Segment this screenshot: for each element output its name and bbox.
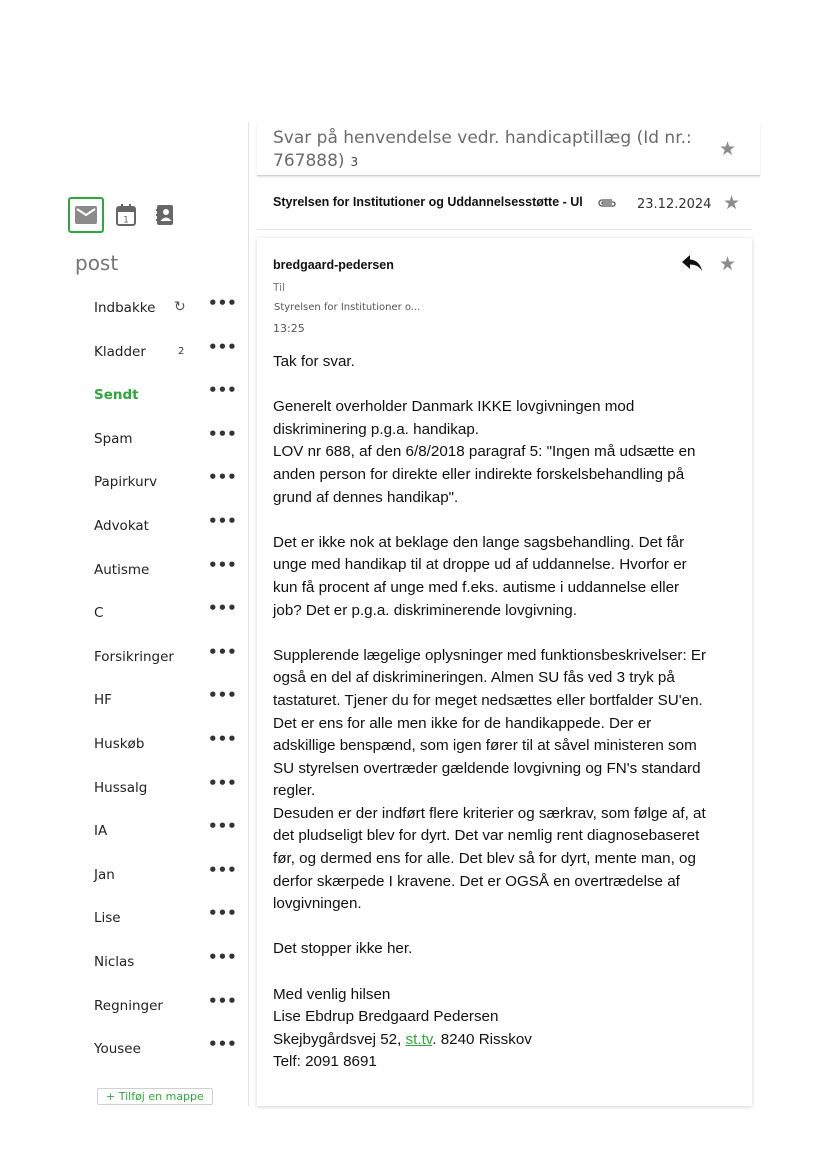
collapsed-message-date: 23.12.2024 bbox=[637, 197, 712, 212]
folder-item[interactable] bbox=[94, 861, 237, 887]
folder-item[interactable] bbox=[94, 817, 237, 843]
folder-label: Papirkurv bbox=[94, 474, 158, 490]
body-line: også en del af diskrimineringen. Almen SU fås ved 3 tryk på bbox=[273, 669, 675, 687]
contacts-app-button[interactable] bbox=[149, 199, 181, 231]
subject-text: Svar på henvendelse vedr. handicaptillæg (Id nr.: 767888) bbox=[273, 128, 692, 171]
section-title: post bbox=[75, 251, 119, 275]
body-line: Generelt overholder Danmark IKKE lovgivningen mod bbox=[273, 398, 635, 416]
folder-more-icon[interactable]: ••• bbox=[208, 599, 237, 617]
folder-label: Yousee bbox=[94, 1041, 141, 1057]
folder-more-icon[interactable]: ••• bbox=[208, 992, 237, 1010]
address-text: Skejbygårdsvej 52, bbox=[273, 1030, 406, 1048]
folder-more-icon[interactable]: ••• bbox=[208, 425, 237, 443]
attachment-icon bbox=[597, 196, 617, 212]
folder-more-icon[interactable]: ••• bbox=[208, 643, 237, 661]
folder-item[interactable] bbox=[94, 556, 237, 582]
body-line: Tak for svar. bbox=[273, 353, 355, 370]
message-time: 13:25 bbox=[273, 322, 305, 335]
body-line: Det stopper ikke her. bbox=[273, 940, 413, 958]
folder-more-icon[interactable]: ••• bbox=[208, 381, 237, 399]
body-line: tastaturet. Tjener du for meget nedsættes eller bortfalder SU'en. bbox=[273, 691, 703, 709]
folder-more-icon[interactable]: ••• bbox=[208, 861, 237, 879]
folder-label: Jan bbox=[94, 867, 115, 883]
folder-label: Sendt bbox=[94, 387, 139, 403]
collapsed-message-sender[interactable]: Styrelsen for Institutioner og Uddannelsesstøtte - Ul bbox=[273, 195, 583, 209]
folder-item[interactable] bbox=[94, 904, 237, 930]
folder-item[interactable] bbox=[94, 643, 237, 669]
folder-more-icon[interactable]: ••• bbox=[208, 468, 237, 486]
body-line: Det er ikke nok at beklage den lange sagsbehandling. Det får bbox=[273, 533, 685, 551]
recipient-label: Til bbox=[273, 282, 285, 294]
mail-app-button[interactable] bbox=[68, 197, 104, 233]
body-line: job? Det er p.g.a. diskriminerende lovgivning. bbox=[273, 601, 577, 619]
message-body bbox=[273, 351, 743, 1074]
body-line: unge med handikap til at droppe ud af uddannelse. Hvorfor er bbox=[273, 556, 687, 574]
folder-more-icon[interactable]: ••• bbox=[208, 1035, 237, 1053]
thread-star-icon[interactable]: ★ bbox=[719, 139, 737, 160]
body-line: Lise Ebdrup Bredgaard Pedersen bbox=[273, 1008, 499, 1026]
collapsed-message-star-icon[interactable]: ★ bbox=[723, 193, 741, 214]
body-line: kun få procent af unge med f.eks. autisme i uddannelse eller bbox=[273, 578, 680, 596]
reply-icon[interactable] bbox=[681, 254, 703, 277]
folder-item[interactable] bbox=[94, 338, 237, 364]
sidebar-divider bbox=[248, 122, 249, 1106]
message-star-icon[interactable]: ★ bbox=[719, 254, 737, 275]
body-line: Det er ens for alle men ikke for de handikappede. Der er bbox=[273, 714, 652, 732]
folder-more-icon[interactable]: ••• bbox=[208, 774, 237, 792]
folder-label: Huskøb bbox=[94, 736, 145, 752]
folder-label: Regninger bbox=[94, 998, 163, 1014]
body-line: Supplerende lægelige oplysninger med funktionsbeskrivelser: Er bbox=[273, 646, 707, 664]
body-line: lovgivningen. bbox=[273, 895, 362, 913]
message-sender: bredgaard-pedersen bbox=[273, 258, 394, 272]
folder-item[interactable] bbox=[94, 512, 237, 538]
body-line bbox=[273, 1029, 743, 1052]
add-folder-button[interactable]: + Tilføj en mappe bbox=[97, 1088, 213, 1105]
body-line: Desuden er der indført flere kriterier og særkrav, som følge af, at bbox=[273, 804, 706, 822]
message-divider bbox=[257, 229, 752, 230]
address-text: . 8240 Risskov bbox=[432, 1030, 532, 1048]
body-line: Telf: 2091 8691 bbox=[273, 1053, 377, 1071]
folder-item[interactable] bbox=[94, 381, 237, 407]
folder-item[interactable] bbox=[94, 992, 237, 1018]
folder-item[interactable] bbox=[94, 425, 237, 451]
svg-text:1: 1 bbox=[123, 215, 129, 226]
body-line: SU styrelsen overtræder gældende lovgivning og FN's standard bbox=[273, 759, 701, 777]
folder-more-icon[interactable]: ••• bbox=[208, 556, 237, 574]
body-line: LOV nr 688, af den 6/8/2018 paragraf 5: "Ingen må udsætte en bbox=[273, 443, 696, 461]
folder-label: C bbox=[94, 605, 104, 621]
folder-item[interactable] bbox=[94, 599, 237, 625]
thread-subject bbox=[273, 127, 693, 174]
folder-label: Indbakke bbox=[94, 300, 156, 316]
folder-count: 2 bbox=[178, 346, 185, 357]
folder-item[interactable] bbox=[94, 948, 237, 974]
folder-item[interactable] bbox=[94, 686, 237, 712]
folder-item[interactable] bbox=[94, 468, 237, 494]
recipient[interactable]: Styrelsen for Institutioner o... bbox=[274, 302, 421, 313]
address-link[interactable]: st.tv bbox=[405, 1030, 433, 1048]
folder-label: Forsikringer bbox=[94, 649, 174, 665]
folder-more-icon[interactable]: ••• bbox=[208, 730, 237, 748]
folder-label: Lise bbox=[94, 910, 121, 926]
refresh-icon[interactable]: ↻ bbox=[174, 299, 186, 315]
folder-label: Spam bbox=[94, 431, 133, 447]
message-count: 3 bbox=[350, 155, 359, 169]
mail-icon bbox=[75, 206, 97, 224]
folder-label: Autisme bbox=[94, 562, 150, 578]
folder-label: IA bbox=[94, 823, 108, 839]
body-line: regler. bbox=[273, 782, 316, 800]
body-line: det pludseligt blev for dyrt. Det var nemlig rent diagnosebaseret bbox=[273, 827, 700, 845]
folder-label: Kladder bbox=[94, 344, 146, 360]
folder-more-icon[interactable]: ••• bbox=[208, 686, 237, 704]
folder-more-icon[interactable]: ••• bbox=[208, 338, 237, 356]
calendar-icon bbox=[116, 204, 136, 226]
calendar-app-button[interactable] bbox=[110, 199, 142, 231]
body-line: anden person for direkte eller indirekte forskelsbehandling på bbox=[273, 465, 685, 483]
body-line: adskillige benspænd, som igen fører til at såvel ministeren som bbox=[273, 737, 697, 755]
folder-label: Advokat bbox=[94, 518, 149, 534]
folder-label: Hussalg bbox=[94, 780, 148, 796]
body-line: før, og dermed ens for alle. Det blev så for dyrt, mente man, og bbox=[273, 850, 696, 868]
folder-label: Niclas bbox=[94, 954, 135, 970]
folder-more-icon[interactable]: ••• bbox=[208, 817, 237, 835]
body-line: diskriminering p.g.a. handikap. bbox=[273, 420, 479, 438]
folder-more-icon[interactable]: ••• bbox=[208, 294, 237, 312]
body-line: Med venlig hilsen bbox=[273, 985, 391, 1003]
folder-more-icon[interactable]: ••• bbox=[208, 904, 237, 922]
folder-more-icon[interactable]: ••• bbox=[208, 948, 237, 966]
folder-item[interactable] bbox=[94, 774, 237, 800]
body-line: grund af dennes handikap". bbox=[273, 488, 459, 506]
folder-more-icon[interactable]: ••• bbox=[208, 512, 237, 530]
contacts-icon bbox=[156, 205, 174, 225]
body-line: derfor skærpede I kravene. Det er OGSÅ en overtrædelse af bbox=[273, 872, 680, 890]
folder-item[interactable] bbox=[94, 1035, 237, 1061]
folder-item[interactable] bbox=[94, 294, 237, 320]
folder-item[interactable] bbox=[94, 730, 237, 756]
folder-label: HF bbox=[94, 692, 112, 708]
